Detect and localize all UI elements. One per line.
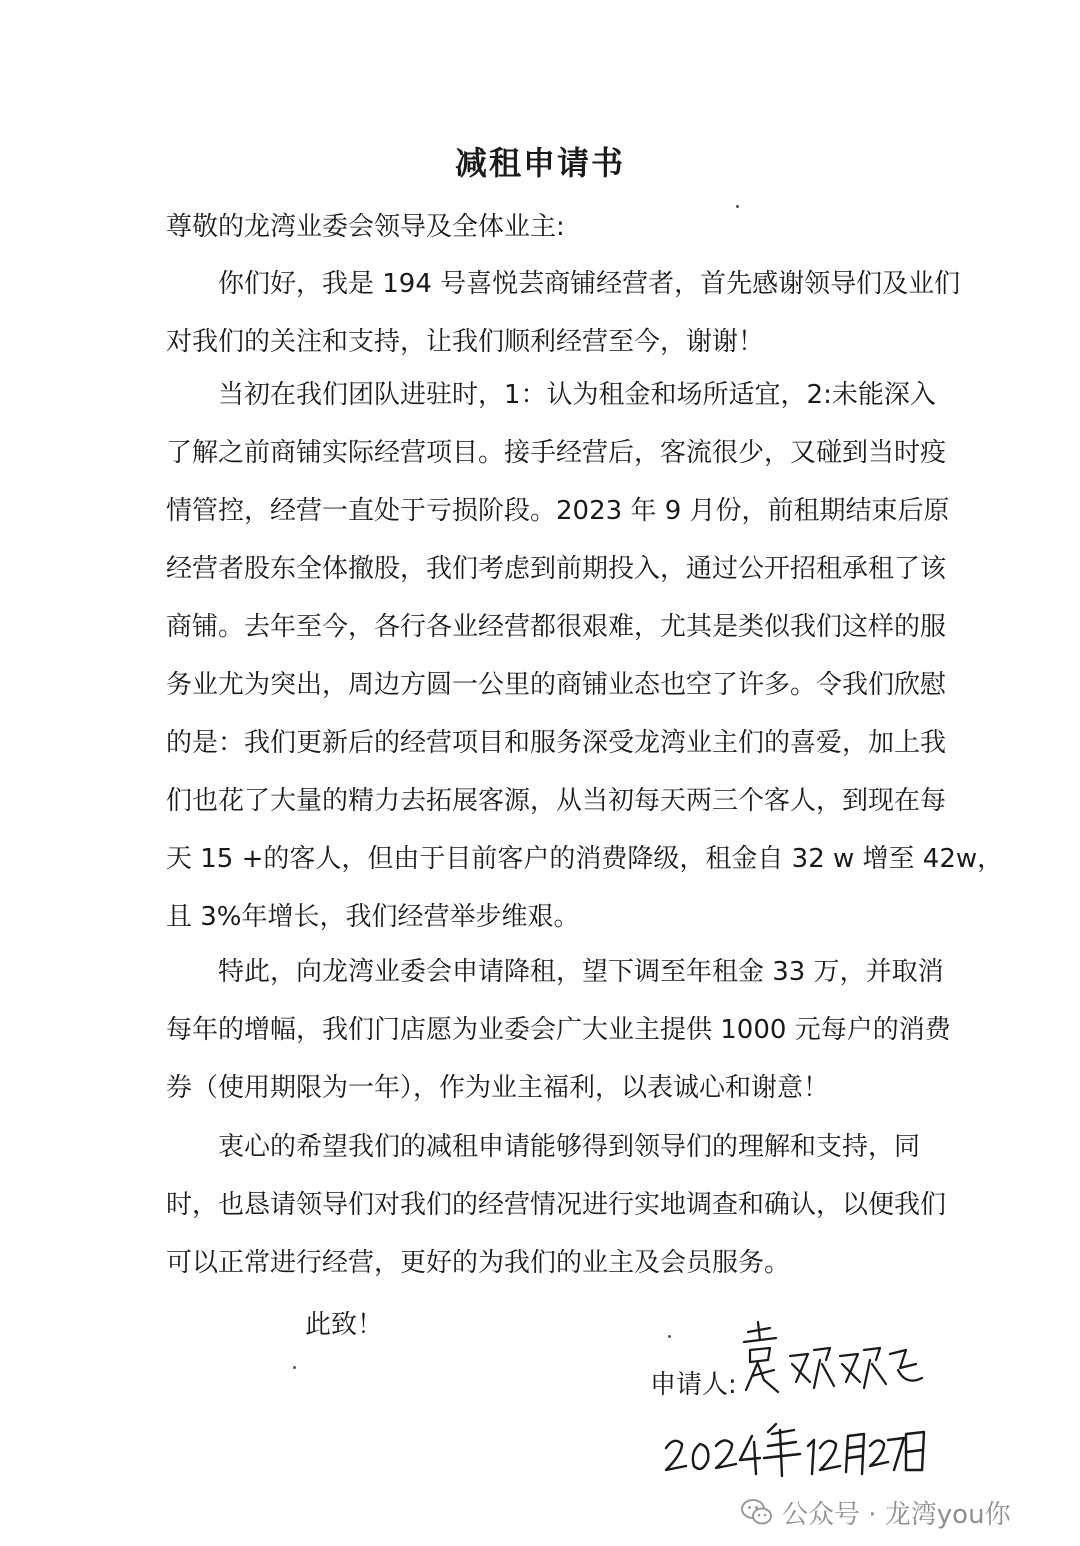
paragraph-line: 每年的增幅，我们门店愿为业委会广大业主提供 1000 元每户的消费 — [166, 1015, 951, 1045]
paragraph-greeting — [166, 255, 961, 371]
handwritten-signature — [730, 1320, 930, 1410]
paragraph-line: 的是：我们更新后的经营项目和服务深受龙湾业主们的喜爱，加上我 — [166, 728, 947, 758]
paragraph-line: 衷心的希望我们的减租申请能够得到领导们的理解和支持，同 — [218, 1132, 921, 1162]
closing-salute: 此致！ — [305, 1310, 384, 1340]
applicant-label: 申请人: — [650, 1370, 737, 1400]
document-title: 减租申请书 — [454, 144, 625, 182]
paragraph-line: 经营者股东全体撤股，我们考虑到前期投入，通过公开招租承租了该 — [166, 554, 947, 584]
paragraph-line: 当初在我们团队进驻时，1：认为租金和场所适宜，2:未能深入 — [218, 380, 936, 410]
paragraph-line: 情管控，经营一直处于亏损阶段。2023 年 9 月份，前租期结束后原 — [166, 496, 950, 526]
paragraph-line: 对我们的关注和支持，让我们顺利经营至今，谢谢！ — [166, 327, 765, 357]
wechat-icon — [740, 1495, 774, 1529]
watermark-text: 公众号 · 龙湾you你 — [782, 1499, 1011, 1530]
paragraph-request — [166, 943, 951, 1117]
paragraph-line: 时，也恳请领导们对我们的经营情况进行实地调查和确认，以便我们 — [166, 1190, 947, 1220]
scan-speck — [736, 205, 739, 208]
salutation: 尊敬的龙湾业委会领导及全体业主: — [166, 212, 565, 242]
scan-speck — [293, 1366, 296, 1369]
paragraph-hope — [166, 1118, 947, 1292]
handwritten-date — [660, 1412, 930, 1482]
paragraph-line: 且 3%年增长，我们经营举步维艰。 — [166, 902, 580, 932]
paragraph-line: 了解之前商铺实际经营项目。接手经营后，客流很少，又碰到当时疫 — [166, 438, 947, 468]
scan-speck — [668, 1335, 671, 1338]
paragraph-line: 可以正常进行经营，更好的为我们的业主及会员服务。 — [166, 1248, 791, 1278]
paragraph-line: 们也花了大量的精力去拓展客源，从当初每天两三个客人，到现在每 — [166, 786, 947, 816]
paragraph-line: 券（使用期限为一年），作为业主福利，以表诚心和谢意！ — [166, 1073, 830, 1103]
paragraph-line: 特此，向龙湾业委会申请降租，望下调至年租金 33 万，并取消 — [218, 957, 944, 987]
watermark-footer — [740, 1490, 1011, 1534]
paragraph-line: 务业尤为突出，周边方圆一公里的商铺业态也空了许多。令我们欣慰 — [166, 670, 947, 700]
paragraph-line: 你们好，我是 194 号喜悦芸商铺经营者，首先感谢领导们及业们 — [218, 269, 961, 299]
paragraph-line: 天 15 +的客人，但由于目前客户的消费降级，租金自 32 w 增至 42w， — [166, 844, 1004, 874]
paragraph-background — [166, 366, 1004, 946]
paragraph-line: 商铺。去年至今，各行各业经营都很艰难，尤其是类似我们这样的服 — [166, 612, 947, 642]
